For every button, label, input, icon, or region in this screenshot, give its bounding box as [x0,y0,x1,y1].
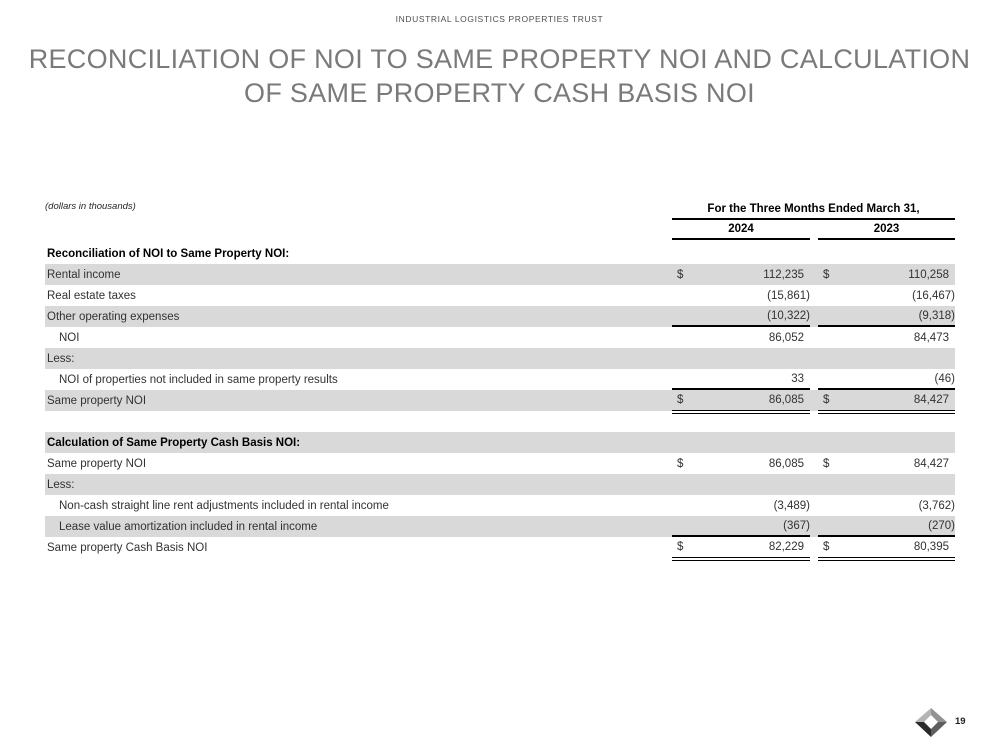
column-header-2023: 2023 [818,223,955,240]
currency-symbol: $ [823,268,830,281]
value-cell-2023 [818,453,955,474]
value-number: 110,258 [908,268,949,281]
value-cell-2024 [672,264,810,285]
value-number: (16,467) [912,289,955,302]
table-row [45,264,955,285]
value-number: 84,473 [913,331,949,344]
value-cell-2024 [672,432,810,453]
currency-symbol: $ [823,394,830,406]
value-cell-2023 [818,495,955,516]
table-row [45,285,955,306]
section-header-row [45,243,955,264]
column-gap [810,327,818,348]
value-cell-2024 [672,390,810,411]
brand-header: INDUSTRIAL LOGISTICS PROPERTIES TRUST [395,14,604,24]
value-cell-2024 [672,327,810,348]
value-number: 86,085 [768,457,804,470]
currency-symbol: $ [677,541,684,553]
value-number: 86,052 [768,331,804,344]
value-number: (46) [934,372,955,385]
row-label: Same property NOI [47,457,147,470]
currency-symbol: $ [823,457,830,470]
row-label: Other operating expenses [47,310,180,323]
row-label: NOI of properties not included in same property results [59,373,338,386]
table-row [45,537,955,558]
row-label: Same property Cash Basis NOI [47,541,208,554]
value-cell-2024 [672,369,810,390]
value-number: 82,229 [768,541,804,553]
column-header-2024: 2024 [672,223,810,240]
table-row [45,516,955,537]
column-gap [810,285,818,306]
currency-symbol: $ [677,268,684,281]
units-note: (dollars in thousands) [45,201,136,212]
column-gap [810,243,818,264]
value-number: 86,085 [768,394,804,406]
row-label: NOI [59,331,80,344]
currency-symbol: $ [677,394,684,406]
page-title-line1: RECONCILIATION OF NOI TO SAME PROPERTY NOI AND CALCULATION [28,44,971,74]
page-number: 19 [955,716,966,727]
section-header-row [45,432,955,453]
column-gap [810,432,818,453]
value-cell-2023 [818,537,955,558]
value-cell-2024 [672,243,810,264]
row-label: Lease value amortization included in rental income [59,520,318,533]
value-number: 80,395 [913,541,949,553]
value-cell-2024 [672,537,810,558]
column-gap [810,390,818,411]
value-number: (270) [928,519,955,532]
value-cell-2023 [818,516,955,537]
value-cell-2023 [818,285,955,306]
row-label: Less: [47,352,75,365]
value-cell-2024 [672,285,810,306]
value-number: 33 [791,372,804,385]
value-number: (9,318) [918,309,955,322]
currency-symbol: $ [677,457,684,470]
value-number: (367) [783,519,810,532]
value-cell-2023 [818,348,955,369]
value-cell-2023 [818,432,955,453]
currency-symbol: $ [823,541,830,553]
logo-face-top-right [931,708,947,722]
column-gap [810,453,818,474]
table-row [45,369,955,390]
logo-face-bottom-left [915,722,931,737]
row-label: Less: [47,478,75,491]
table-body [45,243,955,558]
section-header-label: Calculation of Same Property Cash Basis NOI: [47,436,301,449]
table-row [45,474,955,495]
row-label: Rental income [47,268,121,281]
table-row [45,327,955,348]
column-gap [810,495,818,516]
table-row [45,348,955,369]
value-number: 84,427 [913,457,949,470]
value-cell-2023 [818,264,955,285]
period-header: For the Three Months Ended March 31, [672,203,955,220]
value-cell-2023 [818,306,955,327]
value-number: (3,489) [773,499,810,512]
logo-face-top-left [915,708,931,722]
value-cell-2024 [672,306,810,327]
value-cell-2024 [672,453,810,474]
value-cell-2024 [672,516,810,537]
ilpt-cube-logo [915,707,947,738]
value-number: (3,762) [918,499,955,512]
section-spacer [45,411,955,432]
logo-face-bottom-right [931,722,947,737]
value-cell-2023 [818,369,955,390]
value-number: 84,427 [913,394,949,406]
table-row [45,306,955,327]
table-row [45,390,955,411]
value-number: (10,322) [767,309,810,322]
table-row [45,453,955,474]
row-label: Real estate taxes [47,289,136,302]
row-label: Non-cash straight line rent adjustments included in rental income [59,499,389,512]
value-cell-2024 [672,495,810,516]
row-label: Same property NOI [47,394,147,407]
value-cell-2023 [818,327,955,348]
section-header-label: Reconciliation of NOI to Same Property NOI: [47,247,290,260]
table-row [45,495,955,516]
column-gap [810,348,818,369]
column-gap [810,516,818,537]
value-number: (15,861) [767,289,810,302]
column-gap [810,369,818,390]
value-cell-2023 [818,390,955,411]
column-gap [810,264,818,285]
column-gap [810,306,818,327]
column-gap [810,474,818,495]
value-cell-2024 [672,474,810,495]
page-title [0,42,999,110]
page-title-line2: OF SAME PROPERTY CASH BASIS NOI [244,78,755,108]
value-number: 112,235 [763,268,804,281]
year-column-headers [672,223,955,240]
value-cell-2023 [818,474,955,495]
value-cell-2024 [672,348,810,369]
value-cell-2023 [818,243,955,264]
column-gap [810,537,818,558]
column-gap [810,223,818,240]
